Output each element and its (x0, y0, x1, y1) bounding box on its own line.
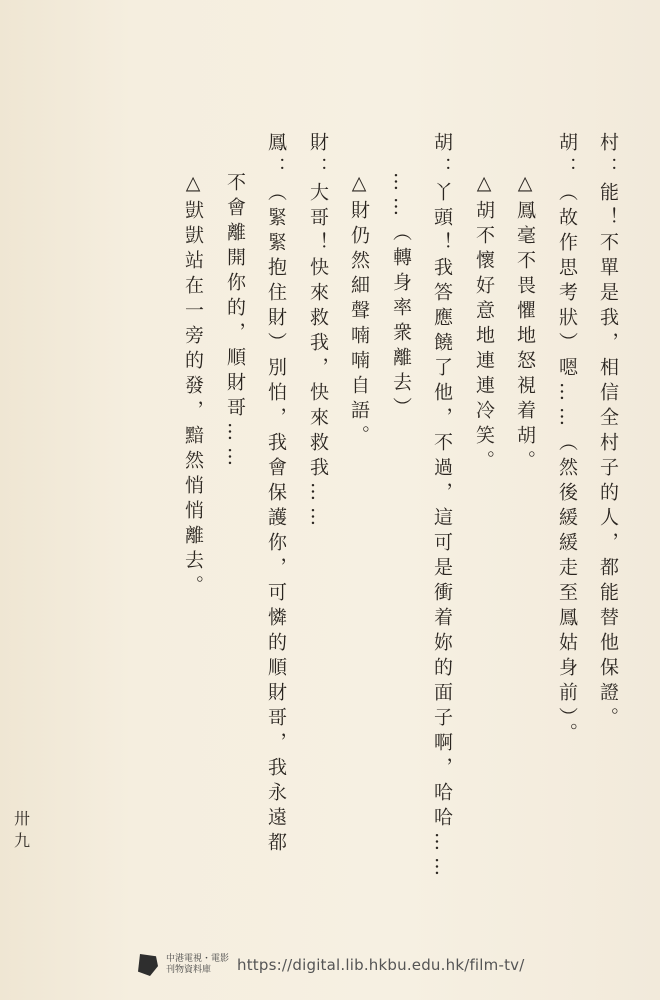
page-number (10, 808, 34, 852)
script-line-9: 鳳：（緊緊抱住財）別怕，我會保護你，可憐的順財哥，我永遠都 (265, 132, 287, 857)
script-line-10: 不會離開你的，順財哥…… (224, 172, 246, 472)
script-line-6: ……（轉身率衆離去） (390, 172, 412, 422)
script-line-1: 村：能！不單是我，相信全村子的人，都能替他保證。 (597, 132, 619, 732)
script-line-3: △鳳毫不畏懼地怒視着胡。 (514, 172, 536, 475)
script-line-8: 財：大哥！快來救我，快來救我…… (307, 132, 329, 532)
library-logo-icon (138, 954, 158, 976)
script-line-4: △胡不懷好意地連連冷笑。 (473, 172, 495, 475)
library-watermark (138, 950, 525, 980)
script-line-5: 胡：丫頭！我答應饒了他，不過，這可是衝着妳的面子啊，哈哈…… (431, 132, 453, 882)
script-line-11: △獃獃站在一旁的發，黯然悄悄離去。 (182, 172, 204, 600)
library-name-line-1: 中港電視・電影 (166, 954, 230, 964)
library-name (166, 954, 229, 976)
page-number-char-1: 卅 (13, 809, 30, 828)
script-line-7: △財仍然細聲喃喃自語。 (348, 172, 370, 450)
script-line-2: 胡：（故作思考狀）嗯……（然後緩緩走至鳳姑身前）。 (556, 132, 578, 748)
page-number-char-2: 九 (13, 831, 30, 850)
library-url: https://digital.lib.hkbu.edu.hk/film-tv/ (237, 956, 525, 974)
library-name-line-2: 刊物資料庫 (166, 965, 212, 975)
